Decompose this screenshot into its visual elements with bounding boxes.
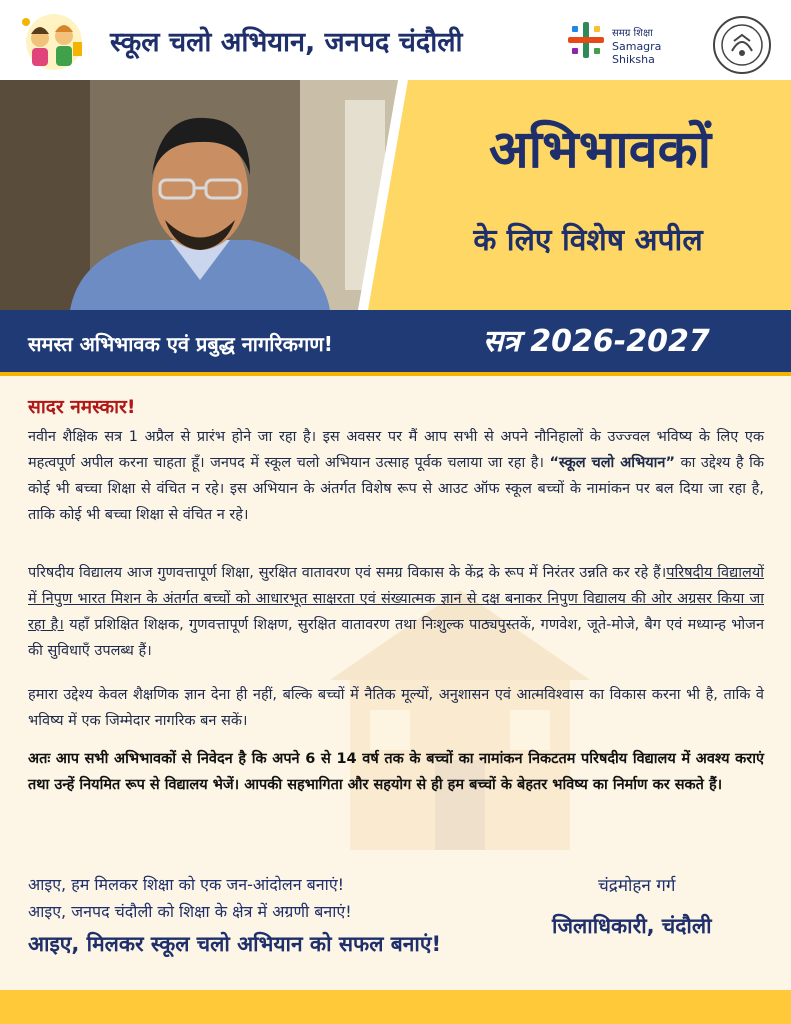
samagra-hindi-label: समग्र शिक्षा [612, 28, 653, 39]
up-government-emblem-icon [712, 15, 772, 75]
campaign-name: “स्कूल चलो अभियान” [549, 455, 676, 471]
closing-line-2: आइए, जनपद चंदौली को शिक्षा के क्षेत्र में अग्रणी बनाएं! [28, 902, 352, 921]
samagra-shiksha-logo [566, 20, 702, 64]
paragraph-1-part-a: नवीन शैक्षिक सत्र 1 अप्रैल से प्रारंभ होने जा रहा है। इस अवसर पर मैं आप सभी से अपने नौनिहालों के उज्ज्वल भविष्य के लिए एक महत्वपूर्ण अपील करना चाहता हूँ। जनपद में स्कूल चलो अभियान उत्साह पूर्वक चलाया जा रहा है। [28, 429, 764, 471]
greeting: सादर नमस्कार! [28, 396, 136, 418]
closing-line-3: आइए, मिलकर स्कूल चलो अभियान को सफल बनाएं! [28, 932, 442, 956]
closing-line-1: आइए, हम मिलकर शिक्षा को एक जन-आंदोलन बनाएं! [28, 875, 345, 894]
paragraph-2-part-a: परिषदीय विद्यालय आज गुणवत्तापूर्ण शिक्षा, सुरक्षित वातावरण एवं समग्र विकास के केंद्र के रूप में निरंतर उन्नति कर रहे हैं। [28, 565, 667, 581]
paragraph-3: हमारा उद्देश्य केवल शैक्षणिक ज्ञान देना ही नहीं, बल्कि बच्चों में नैतिक मूल्यों, अनुशासन एवं आत्मविश्वास का विकास करना भी है, ताकि वे भविष्य में एक जिम्मेदार नागरिक बन सकें। [28, 687, 764, 729]
address-text: समस्त अभिभावक एवं प्रबुद्ध नागरिकगण! [28, 332, 333, 356]
paragraph-1 [28, 424, 764, 528]
samagra-shiksha-icon [566, 20, 606, 60]
samagra-english-label: Samagra Shiksha [612, 40, 662, 66]
page-title: स्कूल चलो अभियान, जनपद चंदौली [110, 27, 463, 58]
paragraph-2 [28, 560, 764, 664]
session-label: सत्र 2026-2027 [483, 324, 710, 359]
footer-bar [0, 990, 791, 1024]
banner-stripe [0, 372, 791, 376]
signatory-designation: जिलाधिकारी, चंदौली [552, 914, 712, 938]
children-logo-icon [18, 12, 90, 74]
hero-heading: अभिभावकों [488, 120, 712, 180]
paragraph-2-part-c: यहाँ प्रशिक्षित शिक्षक, गुणवत्तापूर्ण शिक्षण, सुरक्षित वातावरण तथा निःशुल्क पाठ्यपुस्तकें, गणवेश, जूते-मोजे, बैग एवं मध्यान्ह भोजन की सुविधाएँ उपलब्ध हैं। [28, 617, 764, 659]
paragraph-1-part-c: का उद्देश्य है कि कोई भी बच्चा शिक्षा से वंचित न रहे। इस अभियान के अंतर्गत विशेष रूप से आउट ऑफ स्कूल बच्चों के नामांकन पर बल दिया जा रहा है, ताकि कोई भी बच्चा शिक्षा से वंचित न रहे। [28, 455, 765, 523]
nipun-mission-text: परिषदीय विद्यालयों में निपुण भारत मिशन के अंतर्गत बच्चों को आधारभूत साक्षरता एवं संख्यात्मक ज्ञान से दक्ष बनाकर निपुण विद्यालय की ओर अग्रसर किया जा रहा है। [28, 565, 764, 633]
signatory-name: चंद्रमोहन गर्ग [598, 876, 676, 896]
appeal-paragraph: अतः आप सभी अभिभावकों से निवेदन है कि अपने 6 से 14 वर्ष तक के बच्चों का नामांकन निकटतम परिषदीय विद्यालय में अवश्य कराएं तथा उन्हें नियमित रूप से विद्यालय भेजें। आपकी सहभागिता और सहयोग से ही हम बच्चों के बेहतर भविष्य का निर्माण कर सकते हैं। [28, 751, 764, 793]
hero-subheading: के लिए विशेष अपील [473, 223, 703, 258]
